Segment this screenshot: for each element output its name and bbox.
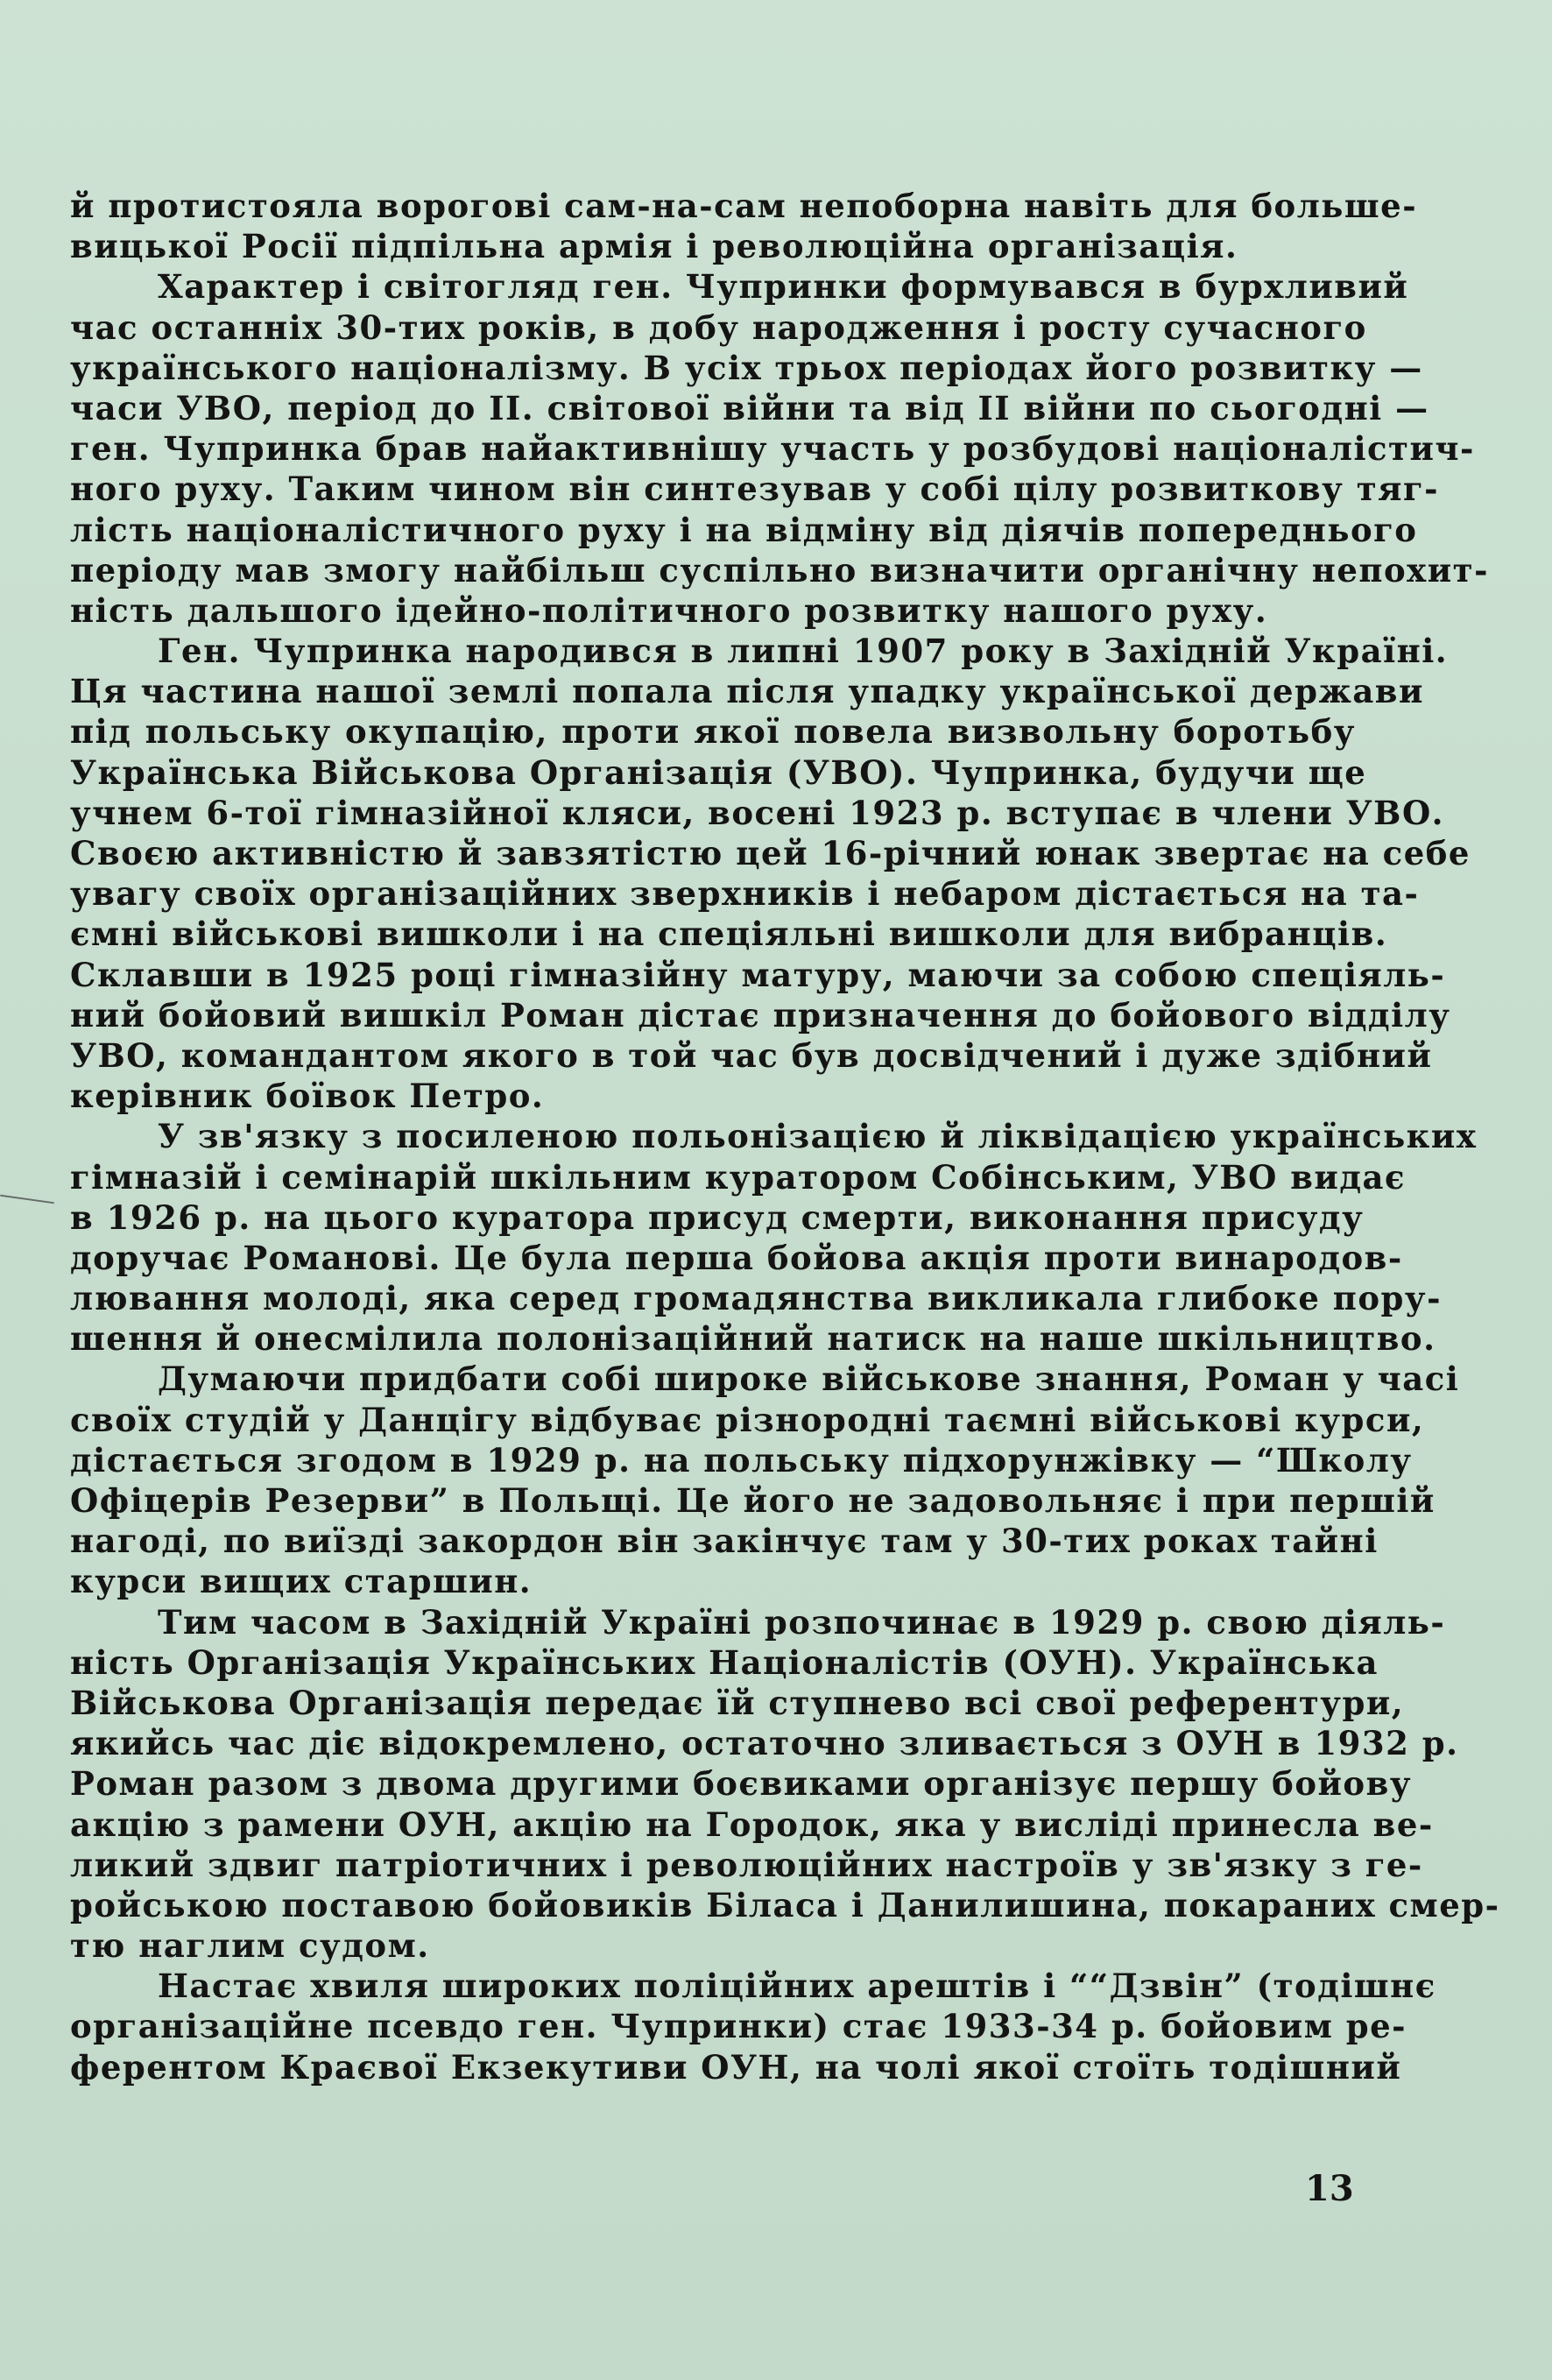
text-line: час останніх 30-тих років, в добу народження і росту сучасного	[70, 307, 1367, 347]
text-line: увагу своїх організаційних зверхників і небаром дістається на та-	[70, 874, 1420, 914]
text-line: якийсь час діє відокремлено, остаточно зливається з ОУН в 1932 р.	[70, 1724, 1459, 1763]
text-line: акцію з рамени ОУН, акцію на Городок, яка у висліді принесла ве-	[70, 1804, 1434, 1844]
text-line: шення й онесмілила полонізаційний натиск на наше шкільництво.	[70, 1319, 1436, 1359]
text-line: Думаючи придбати собі широке військове знання, Роман у часі	[158, 1359, 1460, 1399]
text-line: учнем 6-тої гімназійної кляси, восені 1923 р. вступає в члени УВО.	[70, 793, 1445, 832]
text-line: й протистояла ворогові сам-на-сам непоборна навіть для больше-	[70, 187, 1418, 225]
text-line: Характер і світогляд ген. Чупринки формувався в бурхливий	[158, 267, 1409, 307]
text-line: Настає хвиля широких поліційних арештів і ““Дзвін” (тодішнє	[158, 1967, 1436, 2006]
text-line: ликий здвиг патріотичних і революційних настроїв у зв'язку з ге-	[70, 1845, 1423, 1884]
text-line: ний бойовий вишкіл Роман дістає призначення до бойового відділу	[70, 995, 1451, 1035]
text-line: ність Організація Українських Націоналістів (ОУН). Українська	[70, 1642, 1379, 1682]
text-line: ємні військові вишколи і на спеціяльні вишколи для вибранців.	[70, 915, 1388, 954]
text-line: Склавши в 1925 році гімназійну матуру, маючи за собою спеціяль-	[70, 955, 1446, 994]
page-number: 13	[1305, 2168, 1354, 2209]
text-line: під польську окупацію, проти якої повела визвольну боротьбу	[70, 712, 1356, 752]
text-line: Українська Військова Організація (УВО). Чупринка, будучи ще	[70, 752, 1367, 792]
text-line: Роман разом з двома другими боєвиками організує першу бойову	[70, 1764, 1413, 1804]
body-text	[70, 186, 1500, 2087]
text-line: Офіцерів Резерви” в Польщі. Це його не задовольняє і при першій	[70, 1481, 1436, 1520]
text-line: нагоді, по виїзді закордон він закінчує там у 30-тих роках тайні	[70, 1522, 1379, 1561]
text-line: тю наглим судом.	[70, 1926, 430, 1966]
margin-pencil-mark	[0, 1195, 54, 1204]
text-line: українського націоналізму. В усіх трьох періодах його розвитку —	[70, 348, 1423, 387]
text-line: своїх студій у Данцігу відбуває різнородні таємні військові курси,	[70, 1400, 1425, 1439]
text-line: УВО, командантом якого в той час був досвідчений і дуже здібний	[70, 1035, 1433, 1075]
text-line: лювання молоді, яка серед громадянства викликала глибоке пору-	[70, 1279, 1442, 1318]
text-line: ність дальшого ідейно-політичного розвитку нашого руху.	[70, 590, 1268, 630]
text-line: часи УВО, період до II. світової війни та від II війни по сьогодні —	[70, 388, 1429, 427]
text-line: вицької Росії підпільна армія і революційна організація.	[70, 227, 1238, 266]
text-line: ройською поставою бойовиків Біласа і Данилишина, покараних смер-	[70, 1885, 1500, 1924]
text-line: періоду мав змогу найбільш суспільно визначити органічну непохит-	[70, 550, 1489, 590]
text-line: ген. Чупринка брав найактивнішу участь у розбудові націоналістич-	[70, 429, 1475, 469]
text-line: ферентом Краєвої Екзекутиви ОУН, на чолі якої стоїть тодішний	[70, 2047, 1402, 2087]
text-line: Тим часом в Західній Україні розпочинає в 1929 р. свою діяль-	[158, 1602, 1446, 1642]
text-line: ного руху. Таким чином він синтезував у собі цілу розвиткову тяг-	[70, 470, 1440, 509]
text-line: дістається згодом в 1929 р. на польську підхорунжівку — “Школу	[70, 1440, 1413, 1480]
text-line: Ця частина нашої землі попала після упадку української держави	[70, 672, 1424, 711]
text-line: гімназій і семінарій шкільним куратором Собінським, УВО видає	[70, 1157, 1407, 1197]
text-line: організаційне псевдо ген. Чупринки) стає 1933-34 р. бойовим ре-	[70, 2007, 1407, 2046]
text-line: У зв'язку з посиленою польонізацією й ліквідацією українських	[158, 1117, 1478, 1156]
text-line: доручає Романові. Це була перша бойова акція проти винародов-	[70, 1238, 1403, 1277]
text-line: Військова Організація передає їй ступнево всі свої референтури,	[70, 1683, 1405, 1722]
text-line: в 1926 р. на цього куратора присуд смерти, виконання присуду	[70, 1197, 1365, 1237]
text-line: Своєю активністю й завзятістю цей 16-річний юнак звертає на себе	[70, 834, 1471, 872]
text-line: Ген. Чупринка народився в липні 1907 року в Західній Україні.	[158, 632, 1449, 671]
text-line: лість націоналістичного руху і на відміну від діячів попереднього	[70, 510, 1418, 549]
text-line: курси вищих старшин.	[70, 1562, 533, 1601]
text-line: керівник боївок Петро.	[70, 1077, 545, 1116]
